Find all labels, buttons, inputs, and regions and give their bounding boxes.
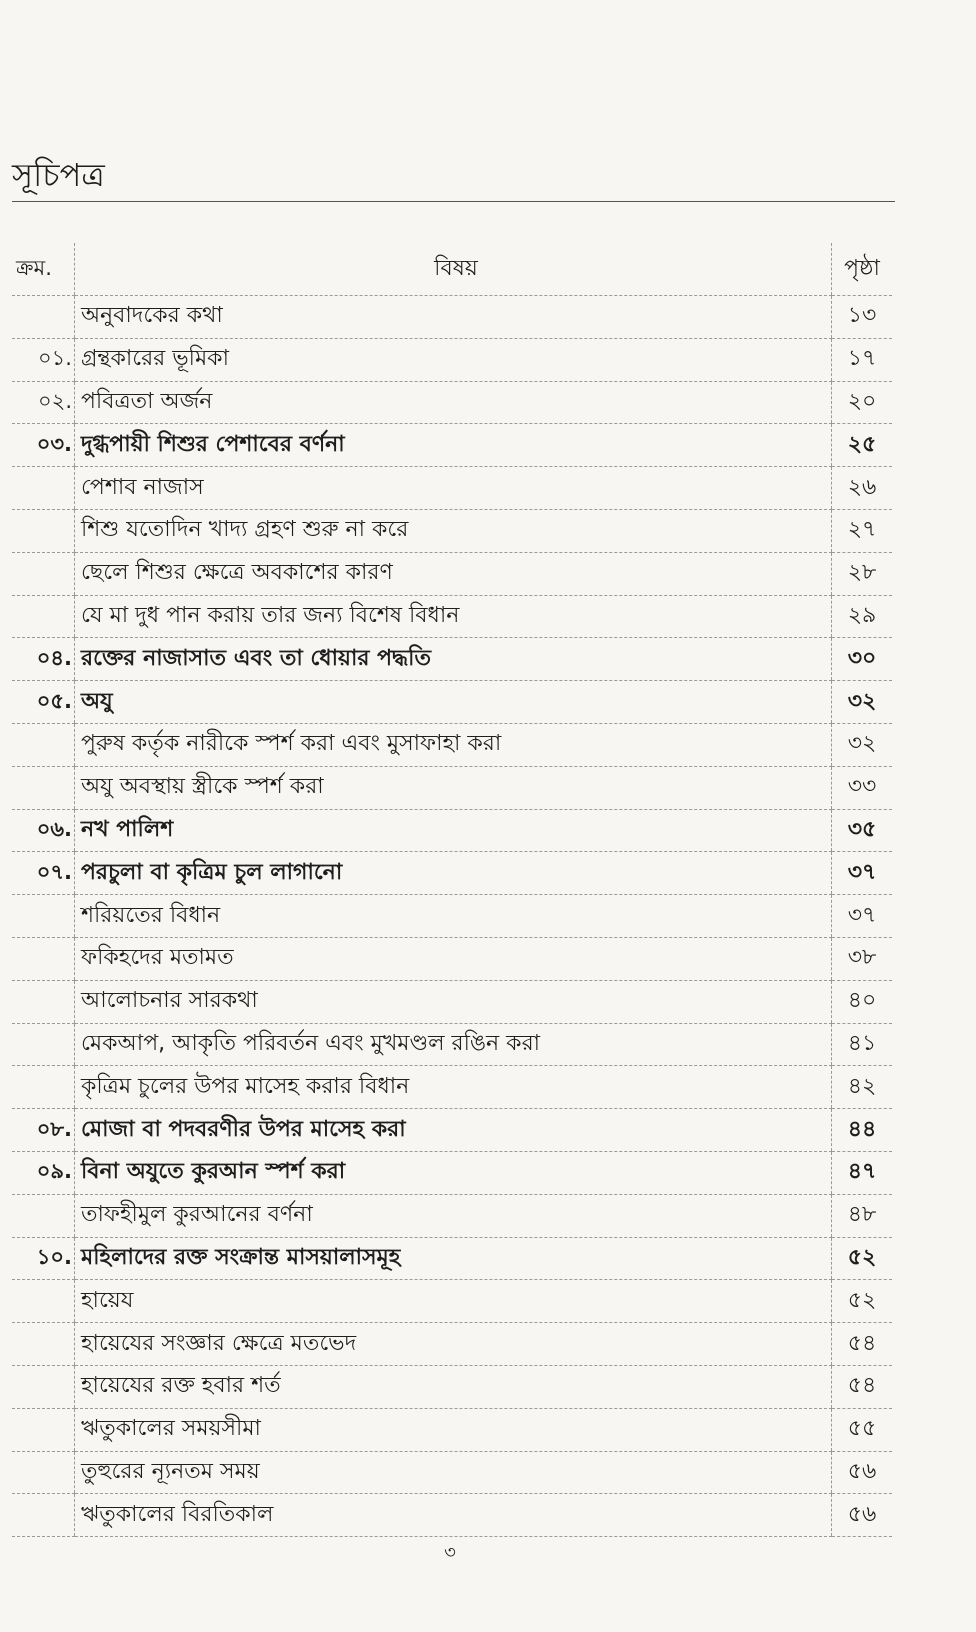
- entry-number: [12, 1408, 75, 1451]
- entry-number: [12, 766, 75, 809]
- table-row: [12, 681, 892, 724]
- entry-number: [12, 1066, 75, 1109]
- table-row: [12, 1066, 892, 1109]
- entry-page: ৩০: [832, 638, 893, 681]
- entry-title: কৃত্রিম চুলের উপর মাসেহ করার বিধান: [75, 1066, 832, 1109]
- column-header-subject: বিষয়: [75, 243, 832, 296]
- entry-page: ৩৭: [832, 852, 893, 895]
- entry-number: ০২.: [12, 381, 75, 424]
- table-row: [12, 296, 892, 339]
- entry-number: [12, 980, 75, 1023]
- entry-number: [12, 1323, 75, 1366]
- entry-title: গ্রন্থকারের ভূমিকা: [75, 338, 832, 381]
- entry-page: ৪৮: [832, 1194, 893, 1237]
- entry-page: ২৬: [832, 467, 893, 510]
- entry-title: দুগ্ধপায়ী শিশুর পেশাবের বর্ণনা: [75, 424, 832, 467]
- entry-number: [12, 467, 75, 510]
- entry-title: তাফহীমুল কুরআনের বর্ণনা: [75, 1194, 832, 1237]
- entry-number: [12, 723, 75, 766]
- entry-number: [12, 1023, 75, 1066]
- entry-page: ১৩: [832, 296, 893, 339]
- column-header-page: পৃষ্ঠা: [832, 243, 893, 296]
- entry-title: মহিলাদের রক্ত সংক্রান্ত মাসয়ালাসমূহ: [75, 1237, 832, 1280]
- entry-number: [12, 509, 75, 552]
- entry-page: ৫৬: [832, 1451, 893, 1494]
- table-row: [12, 1451, 892, 1494]
- table-header-row: [12, 243, 892, 296]
- entry-number: ০৮.: [12, 1109, 75, 1152]
- entry-page: ৫৪: [832, 1323, 893, 1366]
- entry-number: ০৪.: [12, 638, 75, 681]
- table-row: [12, 766, 892, 809]
- entry-title: অযু: [75, 681, 832, 724]
- entry-page: ৩২: [832, 723, 893, 766]
- table-row: [12, 895, 892, 938]
- entry-title: পরচুলা বা কৃত্রিম চুল লাগানো: [75, 852, 832, 895]
- entry-number: [12, 937, 75, 980]
- heading-divider: [12, 201, 895, 202]
- page-title: সূচিপত্র: [12, 156, 105, 194]
- entry-page: ৫৪: [832, 1365, 893, 1408]
- entry-title: পেশাব নাজাস: [75, 467, 832, 510]
- entry-page: ১৭: [832, 338, 893, 381]
- table-row: [12, 1280, 892, 1323]
- entry-title: অযু অবস্থায় স্ত্রীকে স্পর্শ করা: [75, 766, 832, 809]
- entry-number: [12, 895, 75, 938]
- page-number: ৩: [444, 1542, 456, 1563]
- table-row: [12, 467, 892, 510]
- entry-number: [12, 595, 75, 638]
- entry-title: মোজা বা পদবরণীর উপর মাসেহ করা: [75, 1109, 832, 1152]
- entry-page: ৪২: [832, 1066, 893, 1109]
- table-row: [12, 552, 892, 595]
- entry-page: ৩৭: [832, 895, 893, 938]
- entry-number: ০৩.: [12, 424, 75, 467]
- entry-title: মেকআপ, আকৃতি পরিবর্তন এবং মুখমণ্ডল রঙিন করা: [75, 1023, 832, 1066]
- entry-title: যে মা দুধ পান করায় তার জন্য বিশেষ বিধান: [75, 595, 832, 638]
- entry-page: ৪১: [832, 1023, 893, 1066]
- entry-title: বিনা অযুতে কুরআন স্পর্শ করা: [75, 1151, 832, 1194]
- entry-number: [12, 1280, 75, 1323]
- entry-title: আলোচনার সারকথা: [75, 980, 832, 1023]
- entry-page: ২৭: [832, 509, 893, 552]
- entry-title: হায়েযের রক্ত হবার শর্ত: [75, 1365, 832, 1408]
- table-row: [12, 723, 892, 766]
- entry-title: শরিয়তের বিধান: [75, 895, 832, 938]
- table-row: [12, 1323, 892, 1366]
- contents-table: [12, 243, 892, 1537]
- entry-number: [12, 1194, 75, 1237]
- entry-title: তুহুরের ন্যূনতম সময়: [75, 1451, 832, 1494]
- table-row: [12, 1194, 892, 1237]
- contents-table-body: [12, 296, 892, 1537]
- entry-page: ৩৩: [832, 766, 893, 809]
- table-row: [12, 424, 892, 467]
- entry-page: ২৫: [832, 424, 893, 467]
- table-row: [12, 1408, 892, 1451]
- table-row: [12, 1151, 892, 1194]
- entry-page: ৫৫: [832, 1408, 893, 1451]
- entry-title: হায়েযের সংজ্ঞার ক্ষেত্রে মতভেদ: [75, 1323, 832, 1366]
- table-row: [12, 1109, 892, 1152]
- table-row: [12, 980, 892, 1023]
- entry-page: ২০: [832, 381, 893, 424]
- table-row: [12, 1494, 892, 1537]
- entry-title: নখ পালিশ: [75, 809, 832, 852]
- entry-number: ০৫.: [12, 681, 75, 724]
- table-row: [12, 638, 892, 681]
- table-row: [12, 1023, 892, 1066]
- entry-number: [12, 296, 75, 339]
- entry-title: ঋতুকালের সময়সীমা: [75, 1408, 832, 1451]
- entry-title: শিশু যতোদিন খাদ্য গ্রহণ শুরু না করে: [75, 509, 832, 552]
- entry-page: ৪৭: [832, 1151, 893, 1194]
- table-row: [12, 1237, 892, 1280]
- entry-number: [12, 1451, 75, 1494]
- entry-title: অনুবাদকের কথা: [75, 296, 832, 339]
- entry-page: ৪৪: [832, 1109, 893, 1152]
- entry-title: রক্তের নাজাসাত এবং তা ধোয়ার পদ্ধতি: [75, 638, 832, 681]
- entry-page: ৪০: [832, 980, 893, 1023]
- entry-page: ২৮: [832, 552, 893, 595]
- entry-number: ০৭.: [12, 852, 75, 895]
- entry-number: ০৬.: [12, 809, 75, 852]
- entry-title: হায়েয: [75, 1280, 832, 1323]
- table-row: [12, 809, 892, 852]
- table-row: [12, 509, 892, 552]
- table-row: [12, 595, 892, 638]
- entry-page: ৩২: [832, 681, 893, 724]
- entry-page: ৩৫: [832, 809, 893, 852]
- entry-page: ২৯: [832, 595, 893, 638]
- entry-title: ছেলে শিশুর ক্ষেত্রে অবকাশের কারণ: [75, 552, 832, 595]
- entry-page: ৫২: [832, 1237, 893, 1280]
- column-header-number: ক্রম.: [12, 243, 75, 296]
- entry-number: [12, 1494, 75, 1537]
- entry-title: ফকিহদের মতামত: [75, 937, 832, 980]
- entry-page: ৩৮: [832, 937, 893, 980]
- entry-page: ৫২: [832, 1280, 893, 1323]
- entry-number: [12, 1365, 75, 1408]
- table-row: [12, 1365, 892, 1408]
- entry-number: ০৯.: [12, 1151, 75, 1194]
- entry-title: পবিত্রতা অর্জন: [75, 381, 832, 424]
- table-row: [12, 937, 892, 980]
- entry-number: [12, 552, 75, 595]
- entry-number: ১০.: [12, 1237, 75, 1280]
- entry-page: ৫৬: [832, 1494, 893, 1537]
- table-row: [12, 338, 892, 381]
- entry-title: ঋতুকালের বিরতিকাল: [75, 1494, 832, 1537]
- entry-title: পুরুষ কর্তৃক নারীকে স্পর্শ করা এবং মুসাফাহা করা: [75, 723, 832, 766]
- table-row: [12, 852, 892, 895]
- entry-number: ০১.: [12, 338, 75, 381]
- table-row: [12, 381, 892, 424]
